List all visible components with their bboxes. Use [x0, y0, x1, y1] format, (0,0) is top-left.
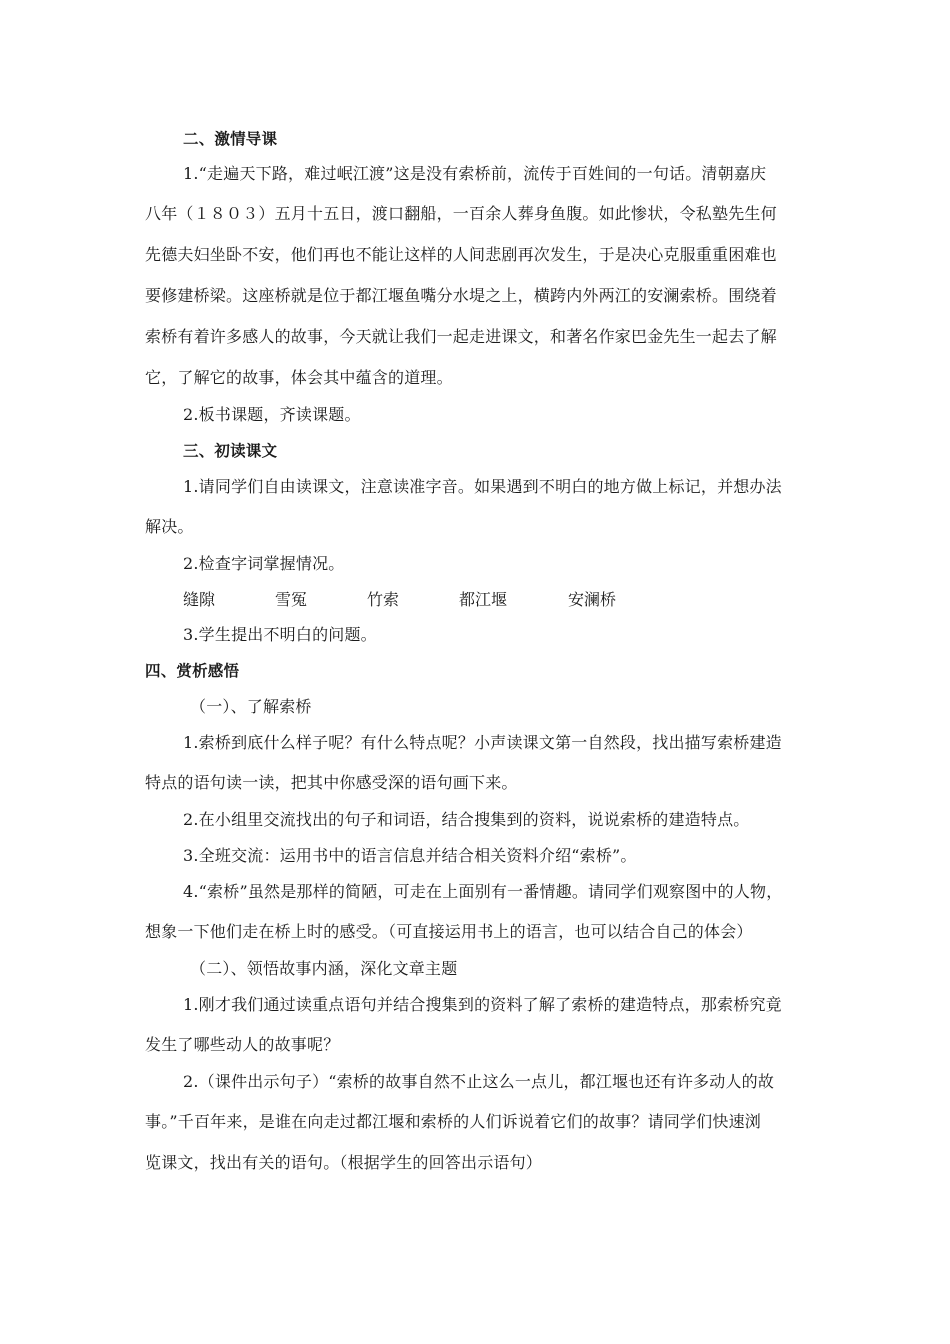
vocab-word: 都江堰 — [459, 590, 508, 609]
paragraph-line: 2.板书课题，齐读课题。 — [183, 405, 361, 424]
paragraph-line: 解决。 — [145, 517, 194, 536]
paragraph-line: 八年（１８０３）五月十五日，渡口翻船，一百余人葬身鱼腹。如此惨状，令私塾先生何 — [145, 204, 777, 223]
paragraph-line: 事。”千百年来，是谁在向走过都江堰和索桥的人们诉说着它们的故事？请同学们快速浏 — [145, 1112, 761, 1131]
paragraph-line: 要修建桥梁。这座桥就是位于都江堰鱼嘴分水堤之上，横跨内外两江的安澜索桥。围绕着 — [145, 286, 777, 305]
paragraph-line: 索桥有着许多感人的故事，今天就让我们一起走进课文，和著名作家巴金先生一起去了解 — [145, 327, 777, 346]
paragraph-line: 想象一下他们走在桥上时的感受。（可直接运用书上的语言，也可以结合自己的体会） — [145, 922, 753, 941]
paragraph-line: 2.在小组里交流找出的句子和词语，结合搜集到的资料，说说索桥的建造特点。 — [183, 810, 750, 829]
vocab-word: 缝隙 — [183, 590, 216, 609]
paragraph-line: 1.请同学们自由读课文，注意读准字音。如果遇到不明白的地方做上标记，并想办法 — [183, 477, 782, 496]
paragraph-line: 先德夫妇坐卧不安，他们再也不能让这样的人间悲剧再次发生，于是决心克服重重困难也 — [145, 245, 777, 264]
paragraph-line: 1.刚才我们通过读重点语句并结合搜集到的资料了解了索桥的建造特点，那索桥究竟 — [183, 995, 782, 1014]
paragraph-line: 3.全班交流：运用书中的语言信息并结合相关资料介绍“索桥”。 — [183, 846, 637, 865]
vocab-word: 竹索 — [367, 590, 400, 609]
paragraph-line: 特点的语句读一读，把其中你感受深的语句画下来。 — [145, 773, 518, 792]
paragraph-line: 它，了解它的故事，体会其中蕴含的道理。 — [145, 368, 453, 387]
paragraph-line: 4.“索桥”虽然是那样的简陋，可走在上面别有一番情趣。请同学们观察图中的人物， — [183, 882, 783, 901]
paragraph-line: 3.学生提出不明白的问题。 — [183, 625, 377, 644]
paragraph-line: 1.“走遍天下路，难过岷江渡”这是没有索桥前，流传于百姓间的一句话。清朝嘉庆 — [183, 164, 767, 183]
paragraph-line: 发生了哪些动人的故事呢？ — [145, 1035, 340, 1054]
section-heading-4: 四、赏析感悟 — [145, 662, 240, 680]
vocabulary-row — [183, 590, 683, 610]
subsection-heading-1: （一）、了解索桥 — [190, 697, 312, 716]
vocab-word: 安澜桥 — [568, 590, 617, 609]
vocab-word: 雪冤 — [275, 590, 308, 609]
paragraph-line: 览课文，找出有关的语句。（根据学生的回答出示语句） — [145, 1153, 543, 1172]
section-heading-3: 三、初读课文 — [183, 442, 278, 460]
paragraph-line: 2.（课件出示句子）“索桥的故事自然不止这么一点儿，都江堰也还有许多动人的故 — [183, 1072, 775, 1091]
subsection-heading-2: （二）、领悟故事内涵，深化文章主题 — [190, 959, 458, 978]
paragraph-line: 2.检查字词掌握情况。 — [183, 554, 345, 573]
section-heading-2: 二、激情导课 — [183, 130, 278, 148]
paragraph-line: 1.索桥到底什么样子呢？有什么特点呢？小声读课文第一自然段，找出描写索桥建造 — [183, 733, 782, 752]
